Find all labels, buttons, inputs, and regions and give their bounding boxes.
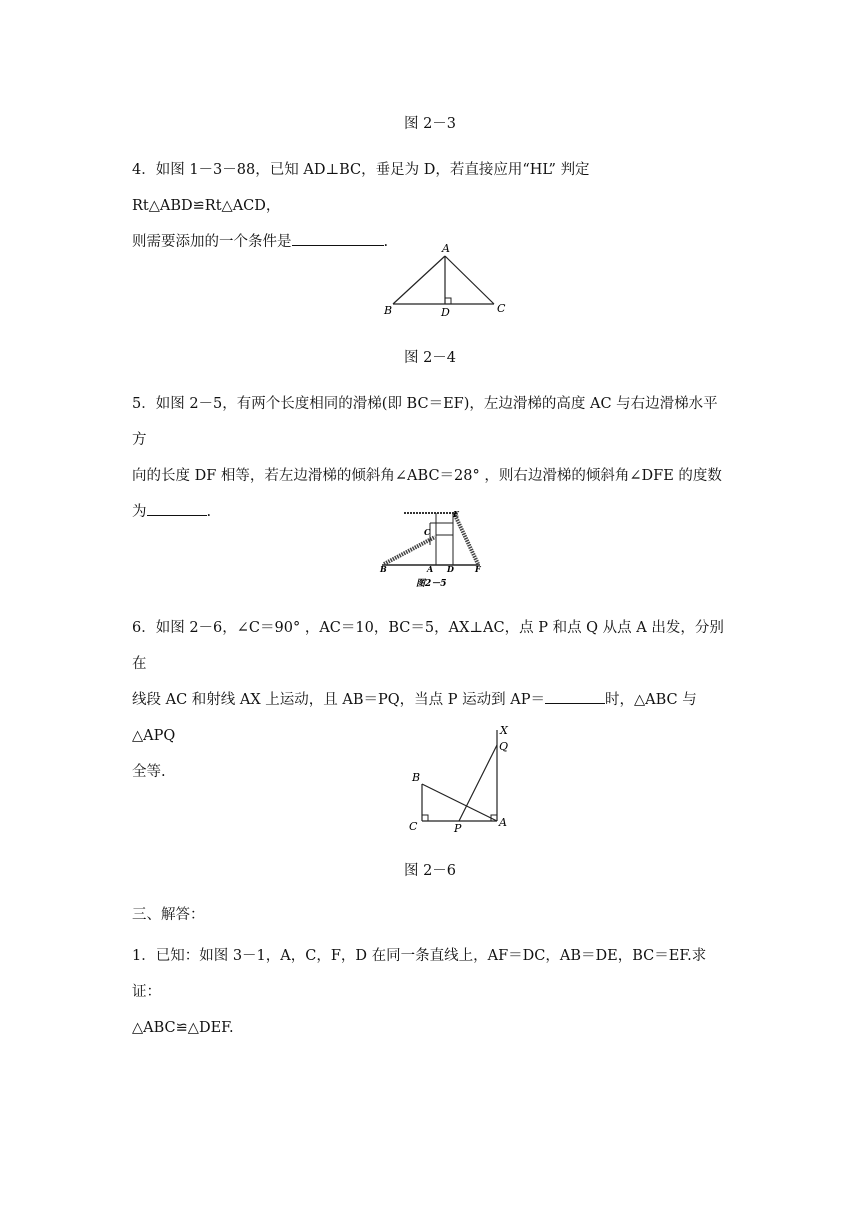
label-x: X bbox=[500, 724, 508, 737]
section-title: 三、解答： bbox=[132, 907, 205, 923]
label-p: P bbox=[454, 822, 462, 835]
label-q: Q bbox=[499, 740, 509, 753]
segment-ac bbox=[445, 256, 494, 304]
right-angle-mark-c bbox=[422, 815, 428, 821]
label-d: D bbox=[447, 564, 454, 574]
question-6-line-2-text-a: 线段 AC 和射线 AX 上运动，且 AB＝PQ，当点 P 运动到 AP＝ bbox=[132, 692, 545, 708]
question-4-line-2-text: 则需要添加的一个条件是 bbox=[132, 234, 292, 250]
question-5-line-2: 向的长度 DF 相等，若左边滑梯的倾斜角∠ABC＝28° ，则右边滑梯的倾斜角∠DFE 的度数 bbox=[132, 468, 722, 484]
label-c: C bbox=[497, 302, 506, 315]
right-angle-mark bbox=[445, 298, 451, 304]
question-5-line-1: 5．如图 2－5，有两个长度相同的滑梯(即 BC＝EF)，左边滑梯的高度 AC 与右边滑梯水平方 bbox=[132, 396, 718, 448]
label-c: C bbox=[409, 820, 418, 833]
question-6-line-3: 全等. bbox=[132, 764, 166, 780]
label-e: E bbox=[453, 509, 460, 519]
question-5-line-3-text: 为 bbox=[132, 504, 147, 520]
figure-2-5-caption: 图2－5 bbox=[416, 579, 447, 589]
segment-pq bbox=[459, 745, 497, 821]
label-f: F bbox=[475, 564, 481, 574]
answer-blank bbox=[545, 689, 605, 704]
question-6-line-2-text-b: 时，△ABC 与△APQ bbox=[132, 692, 697, 744]
label-c: C bbox=[424, 527, 431, 537]
label-a: A bbox=[442, 242, 450, 255]
question-6-line-1: 6．如图 2－6，∠C＝90° ，AC＝10，BC＝5，AX⊥AC，点 P 和点 Q 从点 A 出发，分别在 bbox=[132, 620, 724, 672]
solution-question-1 bbox=[132, 938, 732, 1046]
solution-question-1-line-2: △ABC≌△DEF. bbox=[132, 1020, 234, 1036]
solution-question-1-line-1: 1．已知：如图 3－1，A，C，F，D 在同一条直线上，AF＝DC，AB＝DE，BC＝EF.求证： bbox=[132, 948, 707, 1000]
answer-blank bbox=[147, 501, 207, 516]
label-b: B bbox=[380, 564, 387, 574]
right-slide bbox=[454, 513, 478, 564]
figure-caption-2-4: 图 2－4 bbox=[403, 350, 457, 366]
question-4-line-2-end: . bbox=[383, 234, 389, 250]
figure-2-4-diagram bbox=[376, 238, 516, 322]
label-b: B bbox=[412, 771, 421, 784]
answer-blank bbox=[292, 231, 384, 246]
label-b: B bbox=[384, 304, 393, 317]
label-d: D bbox=[441, 306, 450, 319]
segment-ab bbox=[393, 256, 445, 304]
question-5-line-3-end: . bbox=[206, 504, 212, 520]
figure-2-5-diagram bbox=[378, 505, 488, 591]
left-slide bbox=[384, 537, 435, 564]
figure-caption-2-6: 图 2－6 bbox=[403, 863, 457, 879]
segment-ab bbox=[422, 784, 497, 821]
figure-caption-2-3: 图 2－3 bbox=[403, 116, 457, 132]
question-4-line-1: 4．如图 1－3－88，已知 AD⊥BC，垂足为 D，若直接应用“HL” 判定 Rt△ABD≌Rt△ACD， bbox=[132, 162, 590, 214]
figure-2-6-diagram bbox=[404, 720, 524, 840]
label-a: A bbox=[427, 564, 434, 574]
label-a: A bbox=[499, 816, 507, 829]
